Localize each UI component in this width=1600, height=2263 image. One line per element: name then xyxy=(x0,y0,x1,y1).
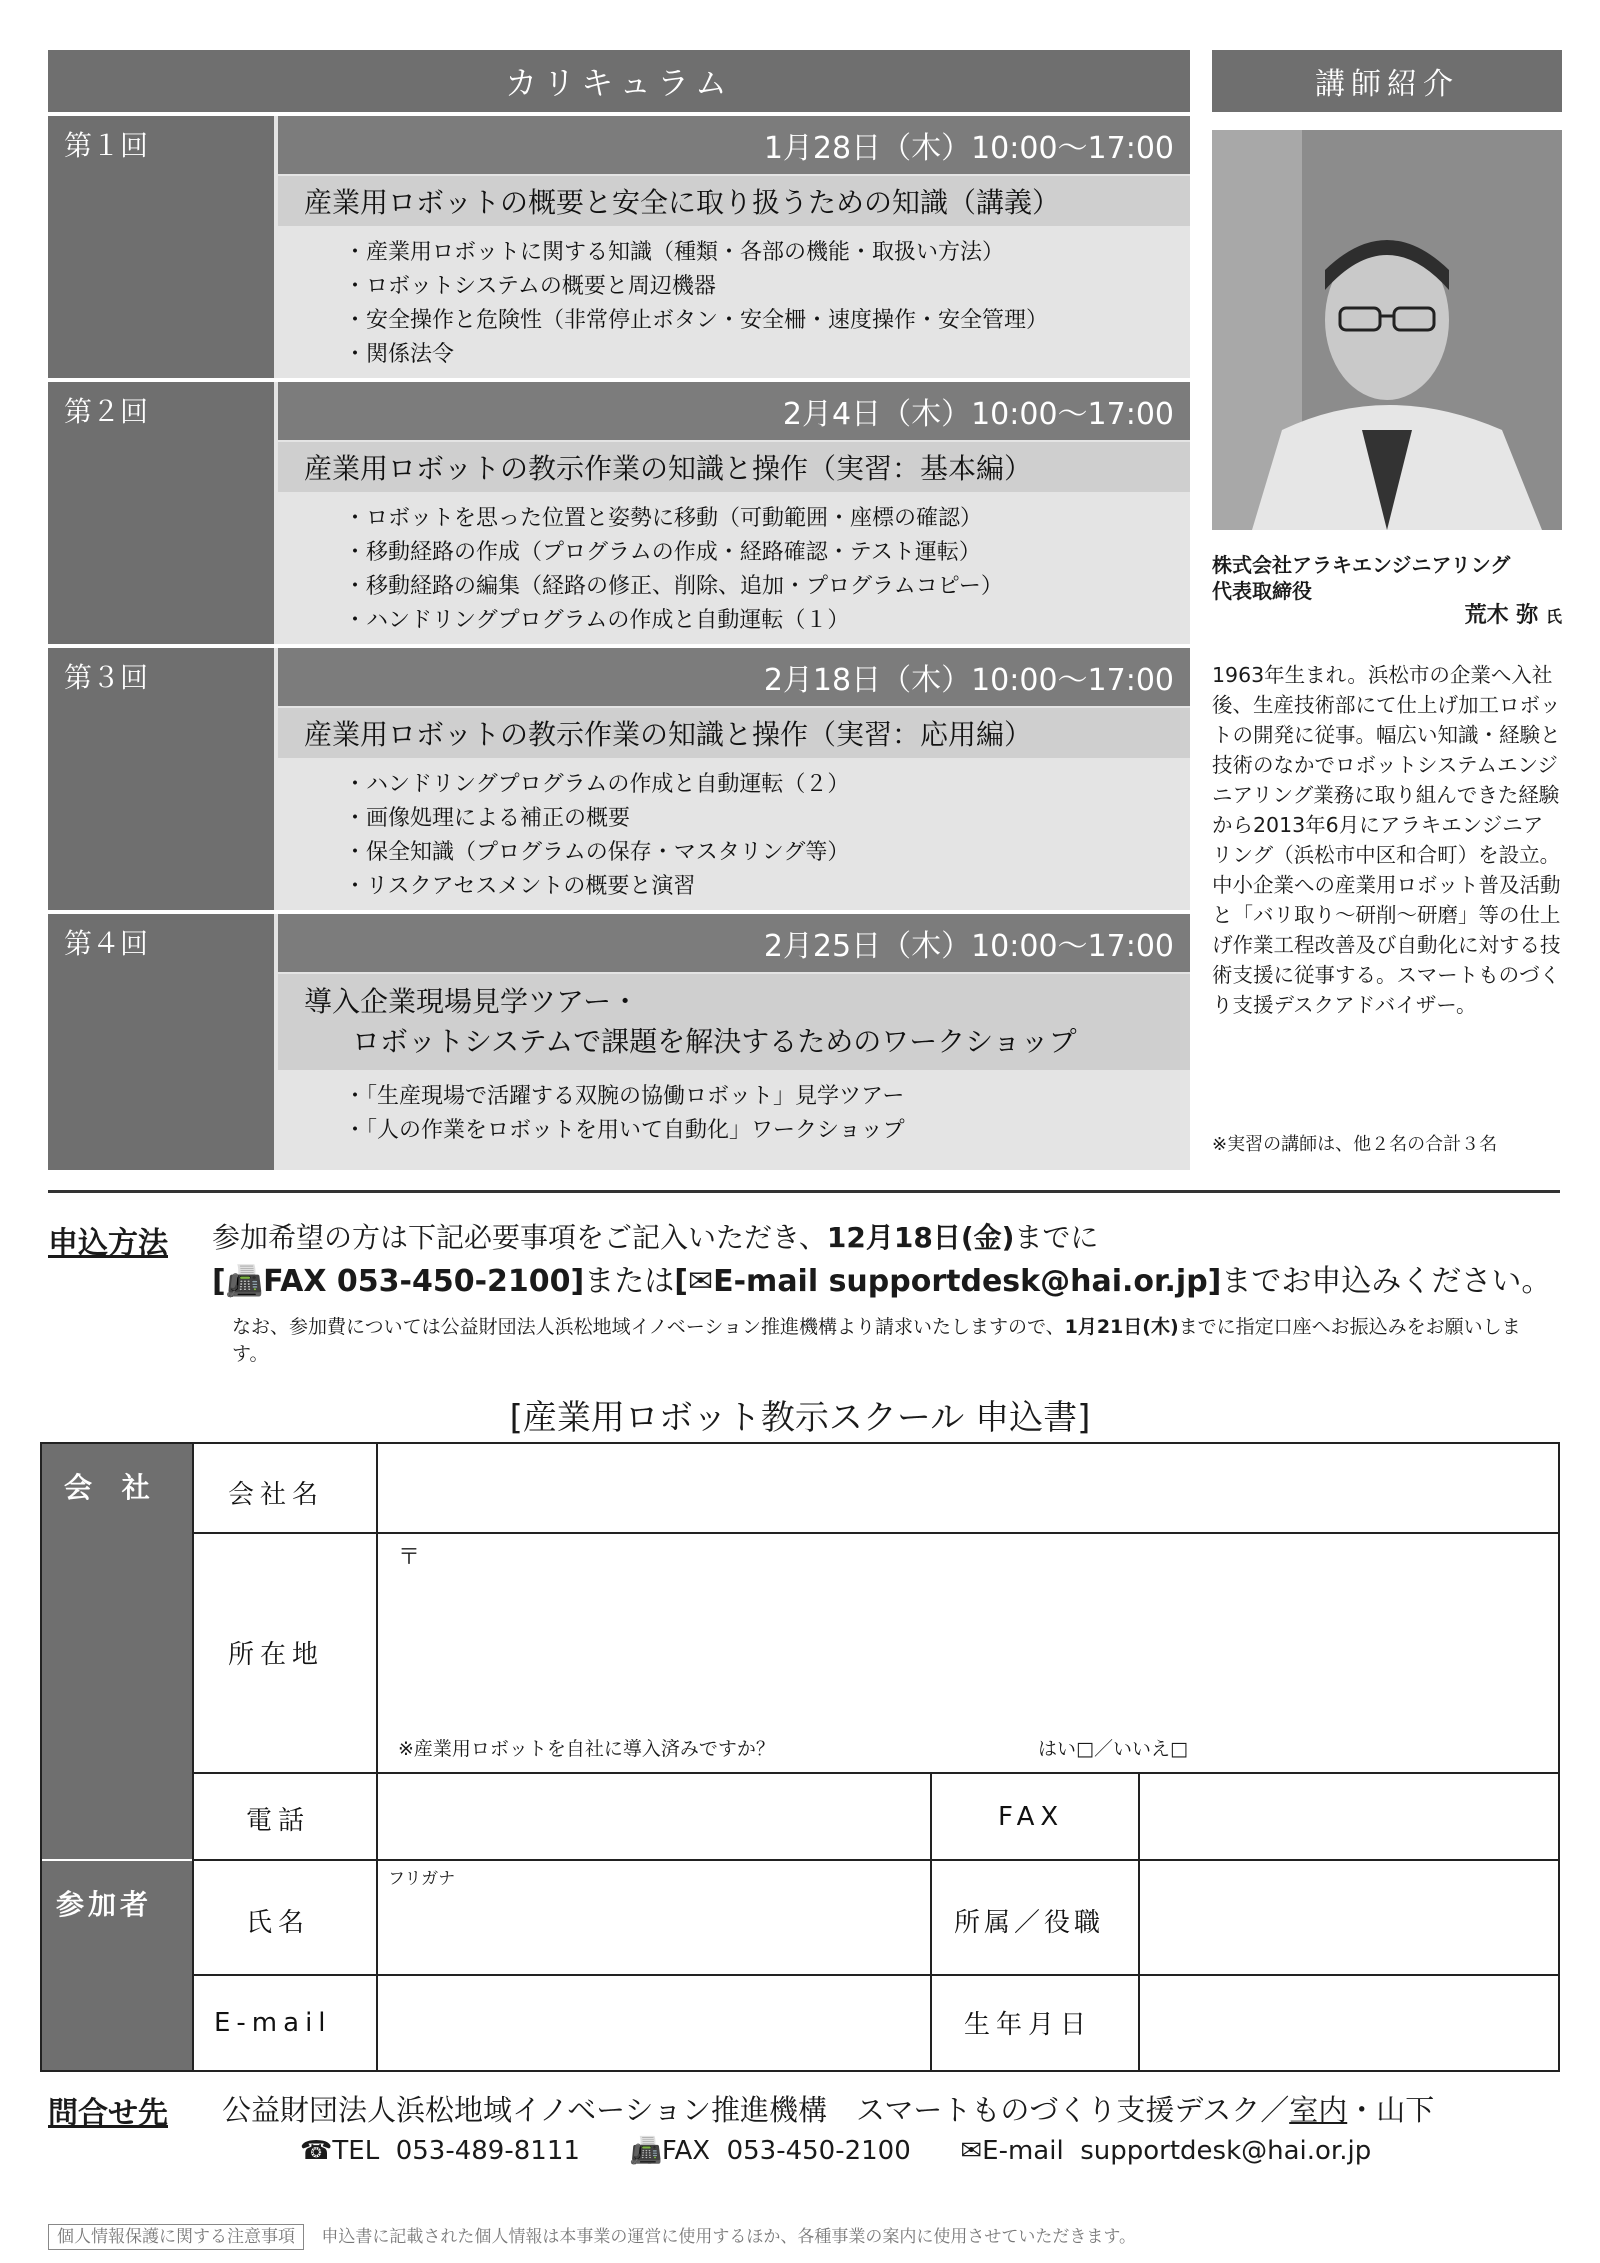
session-items xyxy=(344,768,849,904)
note-text: までに指定口座へお振込みをお願いします。 xyxy=(232,1316,1521,1365)
session-items xyxy=(344,236,1048,372)
instructor-bio: 1963年生まれ。浜松市の企業へ入社後、生産技術部にて仕上げ加工ロボットの開発に従事。幅広い知識・経験と技術のなかでロボットシステムエンジニアリング業務に取り組んできた経験から2013年6月にアラキエンジニアリング（浜松市中区和合町）を設立。中小企業への産業用ロボット普及活動と「バリ取り〜研削〜研磨」等の仕上げ作業工程改善及び自動化に対する技術支援に従事する。スマートものづくり支援デスクアドバイザー。 xyxy=(1212,663,1561,1017)
name-text: 荒木 弥 xyxy=(1464,603,1539,628)
label-email: E-mail xyxy=(214,2008,332,2038)
email-field[interactable] xyxy=(380,1978,928,2068)
apply-line1 xyxy=(212,1216,1098,1256)
contact-tel[interactable]: 053-489-8111 xyxy=(395,2136,580,2166)
group-label: 会 社 xyxy=(64,1471,160,1504)
postal-mark: 〒 xyxy=(398,1545,421,1570)
apply-label: 申込方法 xyxy=(48,1226,168,1261)
apply-text: までお申込みください。 xyxy=(1221,1264,1552,1299)
list-item: ・ 移動経路の作成（プログラムの作成・経路確認・テスト運転） xyxy=(344,536,1003,570)
contact-email[interactable]: supportdesk@hai.or.jp xyxy=(1080,2136,1372,2166)
contact-person: 室内 xyxy=(1289,2093,1348,2127)
application-form xyxy=(40,1442,1560,2072)
birth-field[interactable] xyxy=(1142,1978,1556,2068)
contact-org xyxy=(222,2088,1434,2129)
session-number: 第１回 xyxy=(64,129,149,162)
label-name: 氏名 xyxy=(246,1908,311,1938)
note-text: なお、参加費については公益財団法人浜松地域イノベーション推進機構より請求いたしますので、 xyxy=(232,1316,1065,1338)
session-title-line1: 導入企業現場見学ツアー・ xyxy=(304,985,640,1018)
session-1 xyxy=(48,116,1190,378)
robot-question: ※産業用ロボットを自社に導入済みですか？ xyxy=(398,1738,775,1760)
list-item: ・ 「生産現場で活躍する双腕の協働ロボット」見学ツアー xyxy=(344,1080,905,1114)
contact-label: 問合せ先 xyxy=(48,2096,168,2131)
org-text: 公益財団法人浜松地域イノベーション推進機構 スマートものづくり支援デスク／ xyxy=(222,2093,1290,2127)
session-number: 第２回 xyxy=(64,395,149,428)
mail-icon: ✉E-mail xyxy=(960,2136,1064,2166)
session-4 xyxy=(48,914,1190,1170)
footer-text: 申込書に記載された個人情報は本事業の運営に使用するほか、各種事業の案内に使用させていただきます。 xyxy=(321,2227,1137,2247)
phone-icon: ☎TEL xyxy=(300,2136,380,2166)
session-title: 産業用ロボットの教示作業の知識と操作（実習：応用編） xyxy=(278,708,1190,758)
label-furigana: フリガナ xyxy=(388,1869,456,1889)
address-field[interactable] xyxy=(380,1536,1556,1726)
fax-field[interactable] xyxy=(1142,1776,1556,1856)
tel-field[interactable] xyxy=(380,1776,928,1856)
session-title: 産業用ロボットの概要と安全に取り扱うための知識（講義） xyxy=(278,176,1190,226)
label-fax: FAX xyxy=(998,1802,1065,1832)
footer-strip xyxy=(48,2222,1560,2263)
curriculum-section xyxy=(48,50,1190,1170)
label-address: 所在地 xyxy=(228,1640,325,1670)
apply-fax: [📠FAX 053-450-2100] xyxy=(212,1264,585,1299)
instructor-note: ※実習の講師は、他２名の合計３名 xyxy=(1212,1134,1498,1155)
list-item: ・ 移動経路の編集（経路の修正、削除、追加・プログラムコピー） xyxy=(344,570,1003,604)
list-item: ・ 画像処理による補正の概要 xyxy=(344,802,849,836)
session-title-line2: ロボットシステムで課題を解決するためのワークショップ xyxy=(352,1025,1077,1058)
list-item: ・ ハンドリングプログラムの作成と自動運転（２） xyxy=(344,768,849,802)
apply-line2 xyxy=(212,1256,1551,1300)
footer-box: 個人情報保護に関する注意事項 xyxy=(48,2224,304,2250)
session-date: 2月18日（木）10:00〜17:00 xyxy=(278,648,1190,706)
list-item: ・ 安全操作と危険性（非常停止ボタン・安全柵・速度操作・安全管理） xyxy=(344,304,1048,338)
contact-person: ・山下 xyxy=(1347,2093,1435,2127)
apply-text: 参加希望の方は下記必要事項をご記入いただき、 xyxy=(212,1221,827,1254)
instructor-name xyxy=(1465,598,1562,629)
name-field[interactable] xyxy=(380,1888,928,1972)
session-title: 産業用ロボットの教示作業の知識と操作（実習：基本編） xyxy=(278,442,1190,492)
label-tel: 電話 xyxy=(246,1806,311,1836)
label-company-name: 会社名 xyxy=(228,1480,325,1510)
session-items xyxy=(344,502,1003,638)
session-3 xyxy=(48,648,1190,910)
apply-text: までに xyxy=(1014,1221,1099,1254)
list-item: ・ ハンドリングプログラムの作成と自動運転（１） xyxy=(344,604,1003,638)
list-item: ・ ロボットシステムの概要と周辺機器 xyxy=(344,270,1048,304)
yes-no-checkbox[interactable]: はい□／いいえ□ xyxy=(1038,1738,1188,1760)
label-dept: 所属／役職 xyxy=(954,1908,1105,1938)
divider xyxy=(48,1190,1560,1193)
curriculum-header: カリキュラム xyxy=(48,50,1190,112)
session-date: 1月28日（木）10:00〜17:00 xyxy=(278,116,1190,174)
apply-note xyxy=(232,1314,1552,1368)
session-number: 第４回 xyxy=(64,927,149,960)
group-label: 参加者 xyxy=(56,1888,153,1921)
list-item: ・ 関係法令 xyxy=(344,338,1048,372)
list-item: ・ ロボットを思った位置と姿勢に移動（可動範囲・座標の確認） xyxy=(344,502,1003,536)
label-birth: 生年月日 xyxy=(964,2010,1093,2040)
instructor-photo xyxy=(1212,130,1562,530)
honorific: 氏 xyxy=(1545,607,1562,626)
portrait-image xyxy=(1212,130,1562,530)
apply-deadline: 12月18日(金) xyxy=(826,1221,1015,1254)
contact-fax: 053-450-2100 xyxy=(726,2136,911,2166)
session-date: 2月4日（木）10:00〜17:00 xyxy=(278,382,1190,440)
note-date: 1月21日(木) xyxy=(1064,1316,1179,1338)
apply-email-link[interactable]: [✉E-mail supportdesk@hai.or.jp] xyxy=(674,1264,1222,1299)
group-company xyxy=(42,1444,192,1859)
dept-field[interactable] xyxy=(1142,1863,1556,1972)
list-item: ・ リスクアセスメントの概要と演習 xyxy=(344,870,849,904)
session-title xyxy=(278,974,1190,1070)
list-item: ・ 「人の作業をロボットを用いて自動化」ワークショップ xyxy=(344,1114,905,1148)
session-date: 2月25日（木）10:00〜17:00 xyxy=(278,914,1190,972)
fax-icon: 📠FAX xyxy=(629,2136,711,2166)
form-title: [産業用ロボット教示スクール 申込書] xyxy=(509,1398,1091,1438)
list-item: ・ 産業用ロボットに関する知識（種類・各部の機能・取扱い方法） xyxy=(344,236,1048,270)
session-2 xyxy=(48,382,1190,644)
instructor-company: 株式会社アラキエンジニアリング 代表取締役 xyxy=(1212,553,1511,603)
group-participant xyxy=(42,1861,192,2070)
session-items xyxy=(344,1080,905,1148)
company-name-field[interactable] xyxy=(380,1446,1556,1530)
instructor-header: 講師紹介 xyxy=(1212,50,1562,112)
apply-text: または xyxy=(584,1264,675,1299)
contact-details xyxy=(300,2136,1371,2166)
session-number: 第３回 xyxy=(64,661,149,694)
list-item: ・ 保全知識（プログラムの保存・マスタリング等） xyxy=(344,836,849,870)
